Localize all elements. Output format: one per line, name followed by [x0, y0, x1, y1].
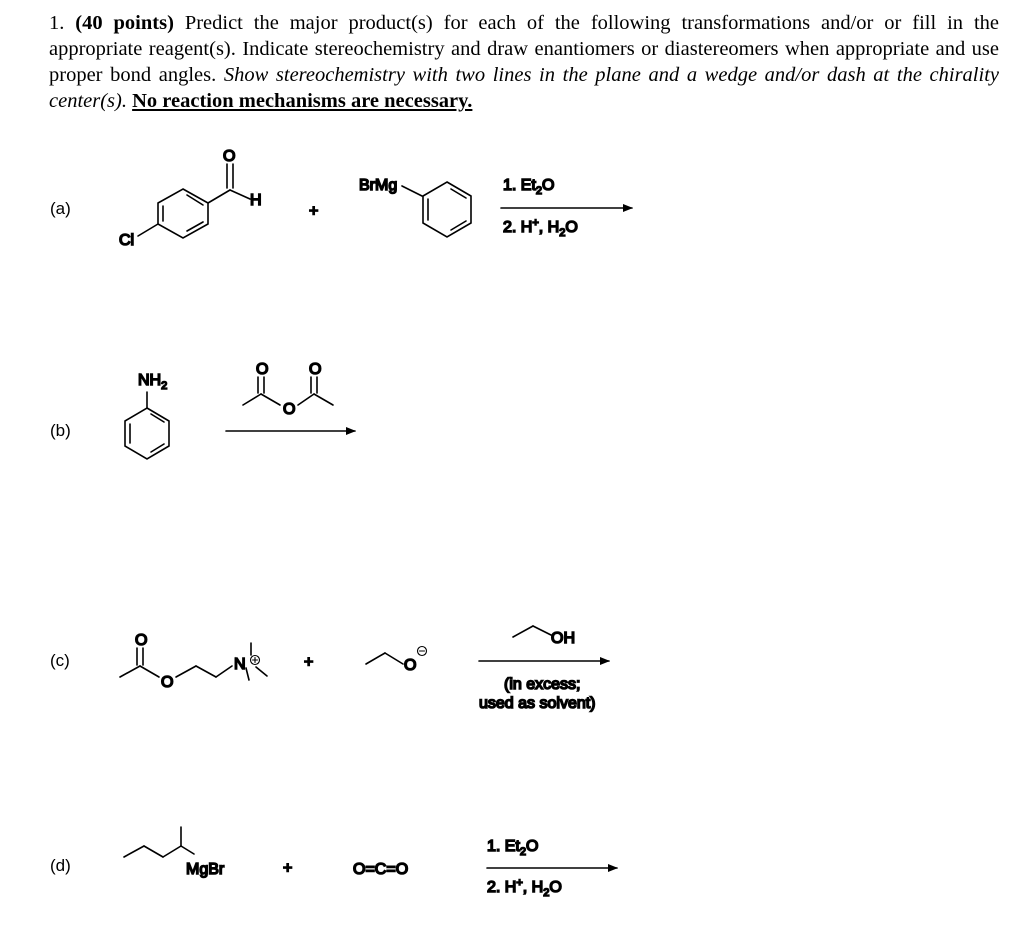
part-b-anhydride-bridging-oxygen: O: [283, 401, 296, 418]
part-c-solvent-note-line-2: used as solvent): [479, 695, 596, 712]
part-c-label: (c): [50, 651, 70, 670]
part-d-mgbr: MgBr: [186, 861, 225, 878]
part-c-ethanol-hydroxyl: OH: [551, 630, 575, 647]
question-stereo-note: Show stereochemistry with two lines in the plane and a wedge and/or dash at the chirality center(s).: [49, 64, 999, 112]
part-c-solvent-note-line-1: (in excess;: [504, 676, 581, 693]
part-c-negative-charge-icon: [418, 647, 427, 656]
question-points: (40 points): [75, 12, 174, 34]
part-a-plus: +: [309, 203, 319, 220]
part-d-label: (d): [50, 856, 71, 875]
part-d-reagent-step-1: 1. $Et_2O$: [487, 838, 539, 858]
part-c-plus: +: [304, 654, 314, 671]
part-a-aldehyde-hydrogen: H: [250, 192, 262, 209]
part-d-carbon-dioxide: O=C=O: [353, 861, 409, 878]
question-no-mechanism-note: No reaction mechanisms are necessary.: [132, 90, 473, 112]
part-d-reagent-step-2: 2. H+, $H_2O$: [487, 877, 562, 899]
part-a-aldehyde-structure: [138, 164, 250, 238]
part-c-ester-oxygen: O: [161, 674, 174, 691]
part-d-grignard-structure: [124, 827, 194, 857]
part-a-phenylmagnesium-structure: [402, 182, 471, 237]
part-c-positive-charge-icon: [251, 656, 260, 665]
part-a-reagent-step-2: 2. H+, $H_2O$: [503, 217, 578, 239]
part-c-ethanol-structure: [513, 626, 551, 637]
part-a-grignard-brmg: BrMg: [359, 177, 398, 194]
part-c-ester-carbonyl-oxygen: O: [135, 632, 148, 649]
part-a-chloro: Cl: [119, 232, 135, 249]
part-a-aldehyde-oxygen: O: [223, 148, 236, 165]
part-b-amine-label: $NH_2$: [138, 372, 168, 392]
part-b-aniline-structure: [125, 392, 169, 459]
part-d-plus: +: [283, 860, 293, 877]
part-c-ammonium-nitrogen: N: [234, 656, 246, 673]
part-a-reagent-step-1: 1. $Et_2O$: [503, 177, 555, 197]
part-c-ethoxide-oxygen: O: [404, 657, 417, 674]
part-b-anhydride-oxygen-2: O: [309, 361, 322, 378]
part-a-label: (a): [50, 199, 71, 218]
part-b-label: (b): [50, 421, 71, 440]
question-number: 1.: [49, 12, 65, 34]
part-c-ethoxide-structure: [366, 653, 403, 664]
question-text: Predict the major product(s) for each of the following transformations and/or or fill in the appropriate reagent(s). Indicate stereochemistry and draw enantiomers or diastereomers when appropriate and use proper bond angles.: [49, 12, 999, 86]
part-b-anhydride-oxygen-1: O: [256, 361, 269, 378]
